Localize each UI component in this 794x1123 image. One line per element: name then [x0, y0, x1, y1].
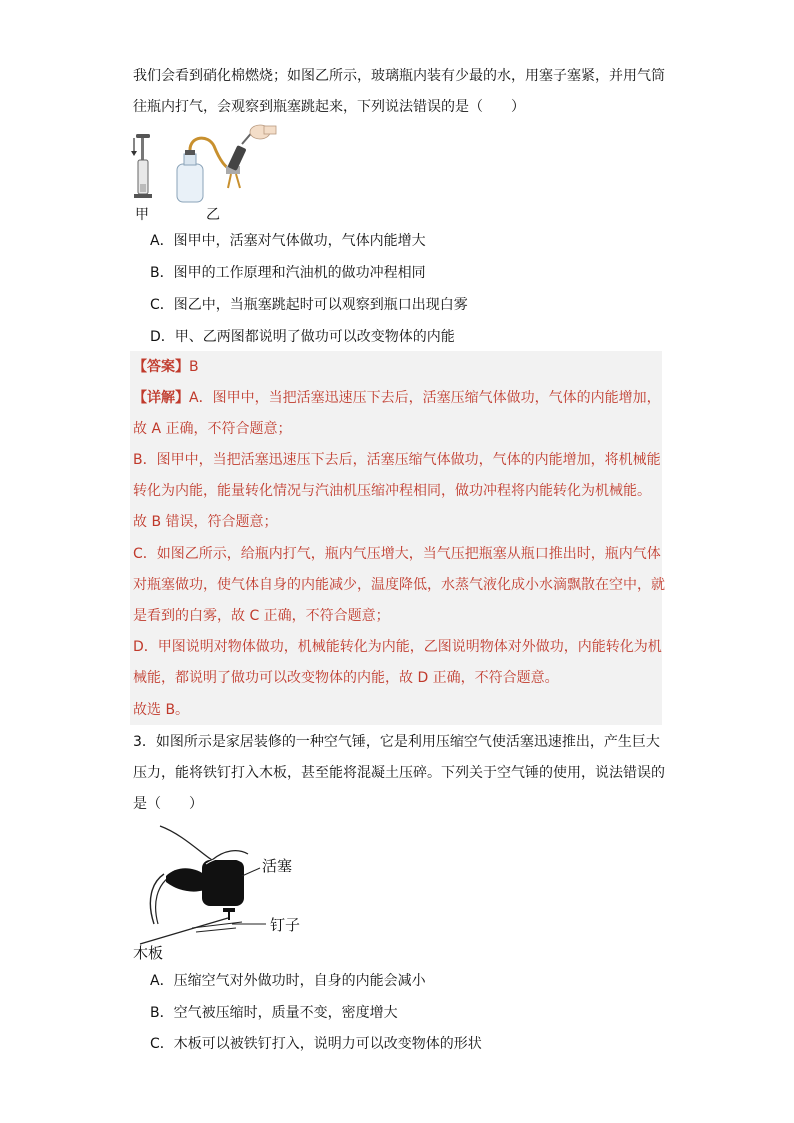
- figure-label-piston: 活塞: [262, 857, 293, 875]
- detail-text: 械能，都说明了做功可以改变物体的内能，故 D 正确，不符合题意。: [133, 670, 559, 686]
- answer-value: B: [189, 359, 199, 375]
- detail-text: 故 A 正确，不符合题意；: [133, 421, 292, 437]
- hammer-body: [166, 868, 204, 891]
- question-3-text-line: 3．如图所示是家居装修的一种空气锤，它是利用压缩空气使活塞迅速推出，产生巨大: [133, 734, 660, 750]
- figure-label-nail: 钉子: [270, 916, 301, 934]
- figure-label-jia: 甲: [135, 207, 149, 223]
- fire-syringe-illustration: [131, 134, 152, 198]
- option-b: B．图甲的工作原理和汽油机的做功冲程相同: [150, 265, 426, 281]
- detail-conclusion: 故选 B。: [133, 702, 190, 718]
- detail-tag: 【详解】: [133, 390, 189, 406]
- question-text-line: 往瓶内打气，会观察到瓶塞跳起来，下列说法错误的是（ ）: [133, 99, 525, 115]
- detail-text: 故 B 错误，符合题意；: [133, 514, 278, 530]
- detail-text: C．如图乙所示，给瓶内打气，瓶内气压增大，当气压把瓶塞从瓶口推出时，瓶内气体: [133, 546, 661, 562]
- detail-text: 转化为内能，能量转化情况与汽油机压缩冲程相同，做功冲程将内能转化为机械能。: [133, 483, 651, 499]
- nail-head: [223, 908, 235, 912]
- detail-line: [133, 388, 661, 408]
- bottle-pump-illustration: [177, 125, 276, 202]
- question-3-text-line: 压力，能将铁钉打入木板，甚至能将混凝土压碎。下列关于空气锤的使用，说法错误的: [133, 765, 665, 781]
- option-c: C．图乙中，当瓶塞跳起时可以观察到瓶口出现白雾: [150, 297, 468, 313]
- piston-block: [202, 860, 244, 906]
- figure-jia-yi: [128, 124, 278, 222]
- answer-tag: 【答案】: [133, 359, 189, 375]
- question-text-line: 我们会看到硝化棉燃烧；如图乙所示，玻璃瓶内装有少最的水，用塞子塞紧，并用气筒: [133, 68, 665, 84]
- option-a: A．图甲中，活塞对气体做功，气体内能增大: [150, 233, 426, 249]
- option-d: D．甲、乙两图都说明了做功可以改变物体的内能: [150, 329, 455, 345]
- detail-text: D．甲图说明对物体做功，机械能转化为内能，乙图说明物体对外做功，内能转化为机: [133, 639, 662, 655]
- q3-option-c: C．木板可以被铁钉打入，说明力可以改变物体的形状: [150, 1036, 482, 1052]
- answer-line: [133, 357, 199, 377]
- detail-text: A．图甲中，当把活塞迅速压下去后，活塞压缩气体做功，气体的内能增加，: [189, 390, 661, 406]
- detail-text: 对瓶塞做功，使气体自身的内能减少，温度降低，水蒸气液化成小水滴飘散在空中，就: [133, 577, 665, 593]
- detail-text: 是看到的白雾，故 C 正确，不符合题意；: [133, 608, 390, 624]
- q3-option-b: B．空气被压缩时，质量不变，密度增大: [150, 1005, 398, 1021]
- figure-label-board: 木板: [133, 944, 164, 962]
- hand-outline: [160, 826, 248, 860]
- figure-label-yi: 乙: [206, 207, 220, 223]
- detail-text: B．图甲中，当把活塞迅速压下去后，活塞压缩气体做功，气体的内能增加，将机械能: [133, 452, 661, 468]
- question-3-text-line: 是（ ）: [133, 796, 203, 812]
- q3-option-a: A．压缩空气对外做功时，自身的内能会减小: [150, 973, 426, 989]
